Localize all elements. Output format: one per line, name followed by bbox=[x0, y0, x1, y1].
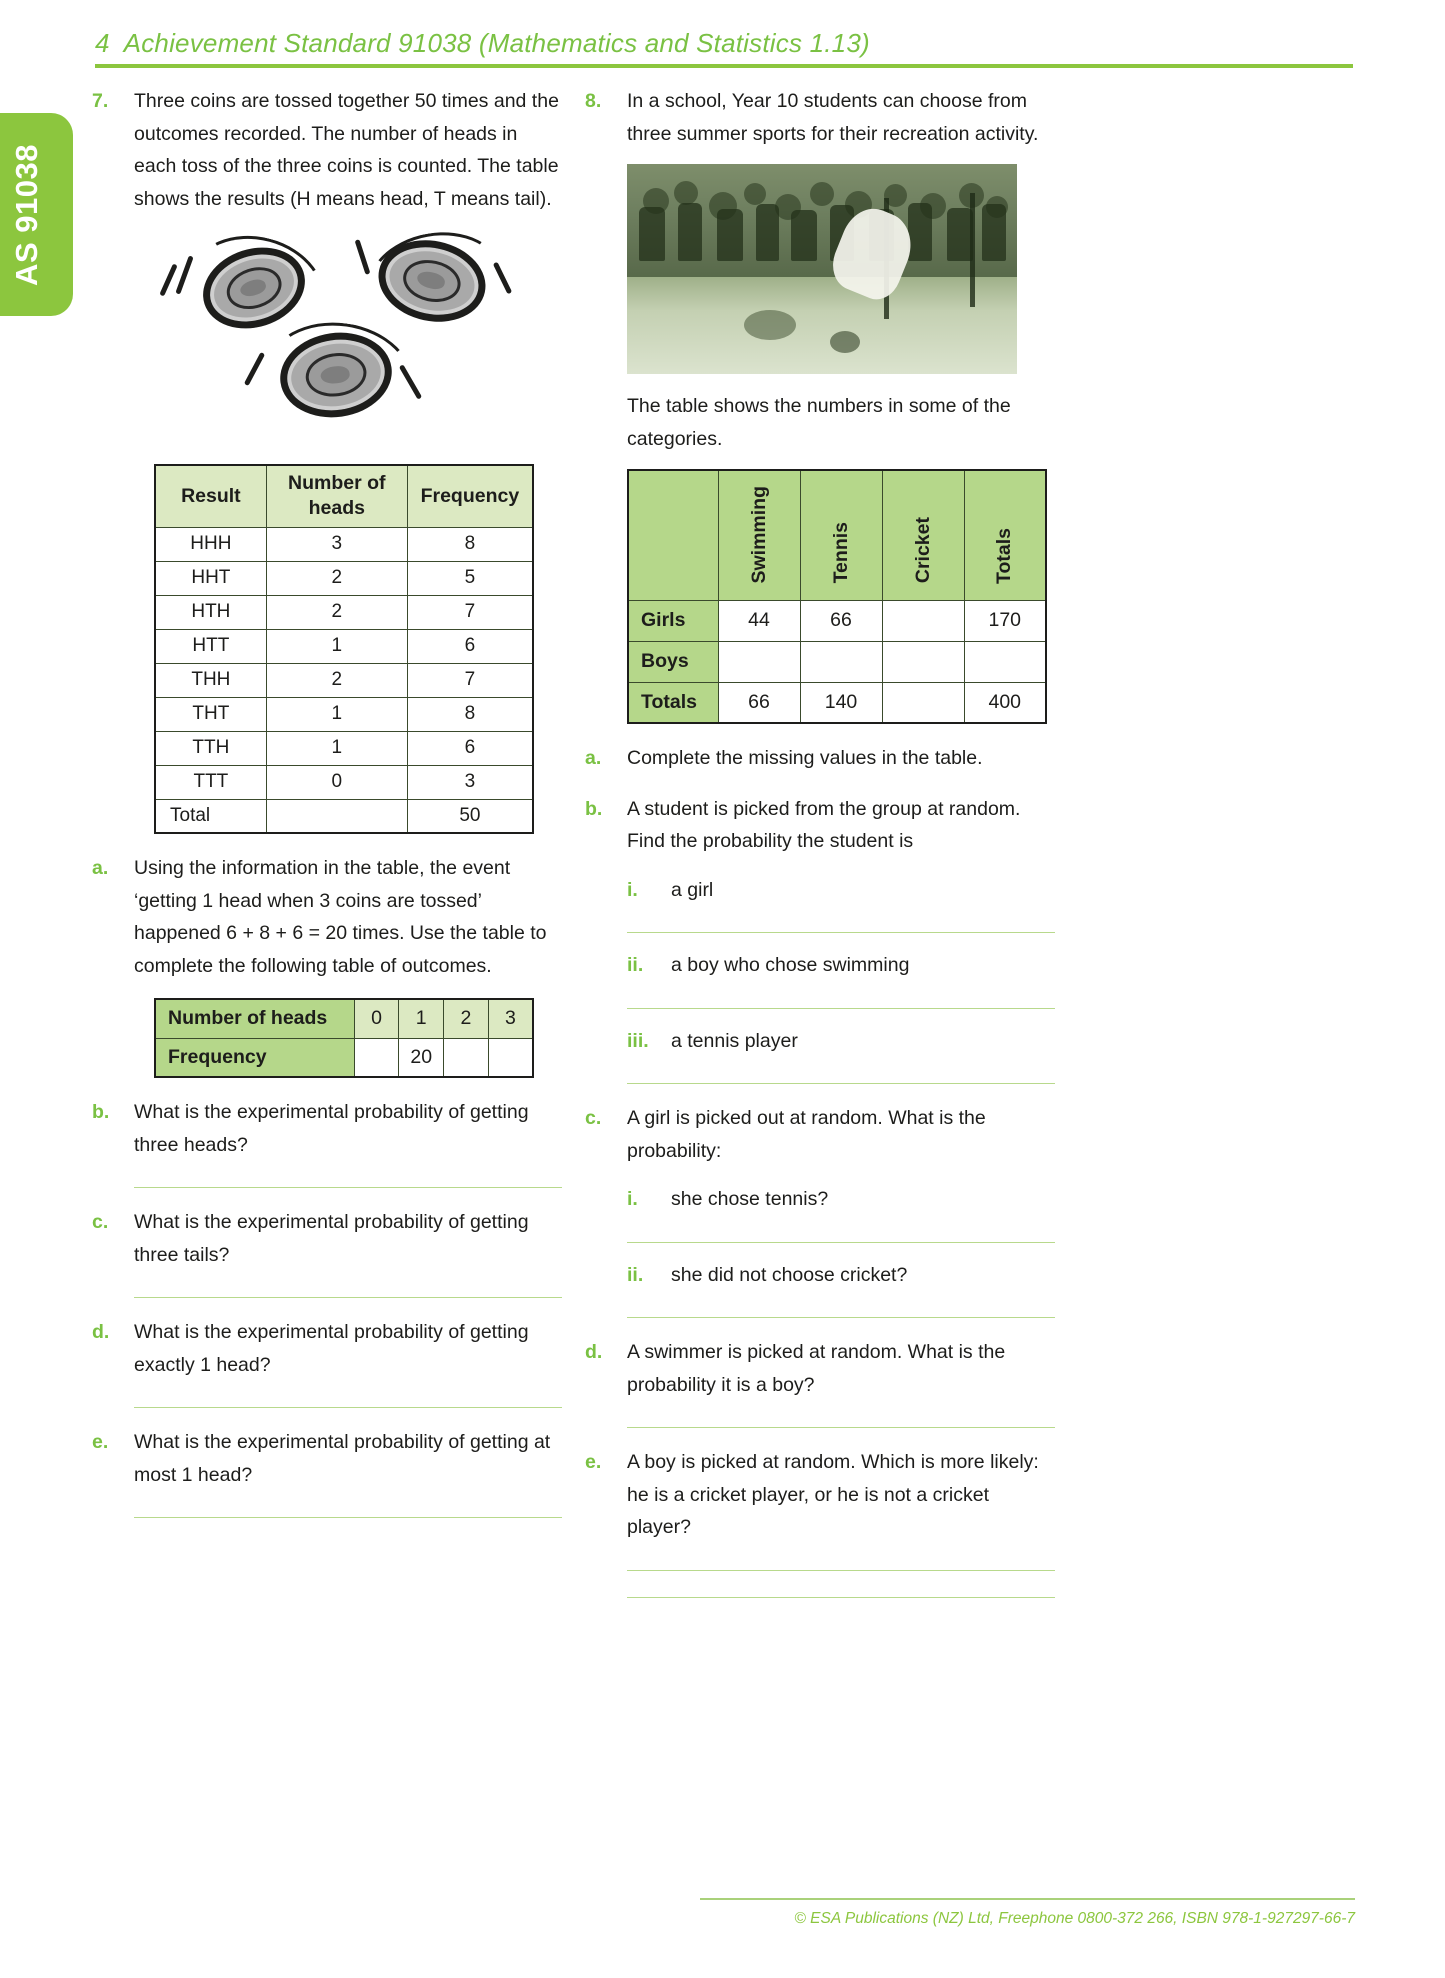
cell-result: HHT bbox=[155, 561, 266, 595]
part-text: Complete the missing values in the table. bbox=[627, 747, 983, 769]
question-7-part-b bbox=[92, 1096, 562, 1161]
question-8-part-d bbox=[585, 1336, 1055, 1401]
photo-crowd bbox=[627, 177, 1017, 286]
question-7-part-c bbox=[92, 1206, 562, 1271]
cell-totals-totals: 400 bbox=[964, 682, 1046, 723]
column-header-totals: Totals bbox=[964, 470, 1046, 600]
motion-line bbox=[244, 352, 265, 386]
page-number: 4 bbox=[95, 28, 110, 58]
subpart-text: she chose tennis? bbox=[671, 1188, 829, 1210]
outcomes-frequency-row bbox=[155, 1038, 533, 1077]
table-row bbox=[155, 527, 533, 561]
cell-total-heads[interactable] bbox=[266, 799, 407, 833]
page-header bbox=[95, 28, 1355, 59]
cell-frequency: 8 bbox=[407, 697, 533, 731]
table-row bbox=[155, 629, 533, 663]
part-label: e. bbox=[92, 1431, 109, 1453]
subpart-text: a boy who chose swimming bbox=[671, 954, 910, 976]
part-label: c. bbox=[92, 1211, 109, 1233]
answer-line[interactable] bbox=[627, 1597, 1055, 1598]
subpart-label: i. bbox=[627, 878, 638, 901]
table-row bbox=[155, 595, 533, 629]
question-8-part-b bbox=[585, 793, 1055, 858]
cell-frequency: 7 bbox=[407, 663, 533, 697]
question-7-column bbox=[92, 85, 562, 1518]
part-text: A student is picked from the group at random. Find the probability the student is bbox=[627, 797, 1021, 852]
outcomes-table bbox=[154, 998, 534, 1078]
table-row bbox=[155, 731, 533, 765]
question-8-part-b-ii bbox=[627, 949, 1055, 982]
question-8-table-intro: The table shows the numbers in some of the categories. bbox=[627, 395, 1011, 450]
cell-heads: 2 bbox=[266, 595, 407, 629]
table-row bbox=[155, 663, 533, 697]
cell-heads: 3 bbox=[266, 527, 407, 561]
answer-line[interactable] bbox=[627, 1083, 1055, 1084]
question-8-part-b-i bbox=[627, 874, 1055, 907]
outcomes-heads-row bbox=[155, 999, 533, 1038]
cell-boys-swimming[interactable] bbox=[718, 641, 800, 682]
answer-line[interactable] bbox=[134, 1297, 562, 1298]
table-row-girls bbox=[628, 600, 1046, 641]
cell-total-frequency: 50 bbox=[407, 799, 533, 833]
part-label: c. bbox=[585, 1107, 602, 1129]
answer-line[interactable] bbox=[627, 1008, 1055, 1009]
row-label-heads: Number of heads bbox=[155, 999, 354, 1038]
row-label-totals: Totals bbox=[628, 682, 718, 723]
part-text: Using the information in the table, the event ‘getting 1 head when 3 coins are tossed’ happened 6 + 8 + 6 = 20 times. Use the table to complete the following table of outcomes. bbox=[134, 857, 547, 977]
table-row bbox=[155, 765, 533, 799]
cell-girls-totals: 170 bbox=[964, 600, 1046, 641]
heads-value-2: 2 bbox=[444, 999, 489, 1038]
cell-boys-cricket[interactable] bbox=[882, 641, 964, 682]
coin-results-table bbox=[154, 464, 534, 834]
heads-value-1: 1 bbox=[399, 999, 444, 1038]
part-label: b. bbox=[585, 797, 603, 820]
column-header-result: Result bbox=[155, 465, 266, 527]
cell-frequency: 3 bbox=[407, 765, 533, 799]
frequency-value-2[interactable] bbox=[444, 1038, 489, 1077]
footer-divider bbox=[700, 1898, 1355, 1900]
frequency-value-0[interactable] bbox=[354, 1038, 399, 1077]
cell-total-label: Total bbox=[155, 799, 266, 833]
part-label: a. bbox=[92, 857, 109, 879]
photo-swimmer bbox=[830, 331, 860, 353]
answer-line[interactable] bbox=[627, 1570, 1055, 1571]
question-8-number: 8. bbox=[585, 90, 602, 112]
heads-value-3: 3 bbox=[488, 999, 533, 1038]
pool-photo bbox=[627, 164, 1017, 374]
question-8-part-e bbox=[585, 1446, 1055, 1544]
answer-line[interactable] bbox=[627, 1317, 1055, 1318]
part-label: d. bbox=[92, 1321, 110, 1343]
cell-heads: 0 bbox=[266, 765, 407, 799]
cell-frequency: 8 bbox=[407, 527, 533, 561]
frequency-value-1: 20 bbox=[399, 1038, 444, 1077]
question-7-part-a bbox=[92, 852, 562, 982]
cell-frequency: 7 bbox=[407, 595, 533, 629]
part-text: What is the experimental probability of getting three heads? bbox=[134, 1101, 529, 1156]
cell-result: THH bbox=[155, 663, 266, 697]
subpart-label: ii. bbox=[627, 1263, 644, 1286]
table-row-totals bbox=[628, 682, 1046, 723]
answer-line[interactable] bbox=[627, 1427, 1055, 1428]
cell-totals-swimming: 66 bbox=[718, 682, 800, 723]
sports-two-way-table bbox=[627, 469, 1047, 724]
cell-girls-tennis: 66 bbox=[800, 600, 882, 641]
column-header-frequency: Frequency bbox=[407, 465, 533, 527]
cell-totals-cricket[interactable] bbox=[882, 682, 964, 723]
side-tab-standard bbox=[0, 113, 73, 316]
cell-boys-totals[interactable] bbox=[964, 641, 1046, 682]
subpart-label: i. bbox=[627, 1188, 638, 1210]
part-label: e. bbox=[585, 1451, 602, 1473]
part-text: What is the experimental probability of getting at most 1 head? bbox=[134, 1431, 551, 1486]
row-label-frequency: Frequency bbox=[155, 1038, 354, 1077]
column-header-swimming: Swimming bbox=[718, 470, 800, 600]
corner-cell bbox=[628, 470, 718, 600]
part-text: What is the experimental probability of getting exactly 1 head? bbox=[134, 1321, 529, 1376]
photo-pole bbox=[970, 193, 975, 306]
part-text: A boy is picked at random. Which is more likely: he is a cricket player, or he is not a cricket player? bbox=[627, 1451, 1039, 1538]
table-row bbox=[155, 697, 533, 731]
question-8-stem: In a school, Year 10 students can choose from three summer sports for their recreation activity. bbox=[627, 90, 1039, 145]
cell-boys-tennis[interactable] bbox=[800, 641, 882, 682]
row-label-girls: Girls bbox=[628, 600, 718, 641]
question-7-part-d bbox=[92, 1316, 562, 1381]
cell-result: HTH bbox=[155, 595, 266, 629]
subpart-text: she did not choose cricket? bbox=[671, 1263, 908, 1286]
part-label: a. bbox=[585, 747, 602, 769]
cell-girls-swimming: 44 bbox=[718, 600, 800, 641]
question-8-part-b-iii bbox=[627, 1025, 1055, 1058]
part-text: What is the experimental probability of getting three tails? bbox=[134, 1211, 529, 1266]
question-8-part-c-i bbox=[627, 1183, 1055, 1216]
question-7-stem: Three coins are tossed together 50 times and the outcomes recorded. The number of heads in each toss of the three coins is counted. The table shows the results (H means head, T means tail). bbox=[134, 90, 559, 210]
table-row-total bbox=[155, 799, 533, 833]
table-row-boys bbox=[628, 641, 1046, 682]
answer-line[interactable] bbox=[627, 932, 1055, 933]
question-8-column bbox=[585, 85, 1055, 1598]
answer-line[interactable] bbox=[134, 1187, 562, 1188]
cell-result: HTT bbox=[155, 629, 266, 663]
page-title: Achievement Standard 91038 (Mathematics and Statistics 1.13) bbox=[123, 28, 870, 58]
question-7 bbox=[92, 85, 562, 215]
column-header-heads: Number of heads bbox=[266, 465, 407, 527]
cell-heads: 1 bbox=[266, 697, 407, 731]
cell-totals-tennis: 140 bbox=[800, 682, 882, 723]
cell-heads: 2 bbox=[266, 561, 407, 595]
question-8-part-a bbox=[585, 742, 1055, 775]
question-8 bbox=[585, 85, 1055, 150]
table-row bbox=[155, 561, 533, 595]
subpart-label: ii. bbox=[627, 954, 644, 976]
cell-heads: 1 bbox=[266, 731, 407, 765]
subpart-text: a girl bbox=[671, 878, 714, 901]
column-header-cricket: Cricket bbox=[882, 470, 964, 600]
part-text: A swimmer is picked at random. What is the probability it is a boy? bbox=[627, 1341, 1006, 1396]
photo-pool bbox=[627, 277, 1017, 374]
cell-result: TTH bbox=[155, 731, 266, 765]
heads-value-0: 0 bbox=[354, 999, 399, 1038]
cell-heads: 2 bbox=[266, 663, 407, 697]
cell-result: TTT bbox=[155, 765, 266, 799]
motion-arc bbox=[358, 222, 514, 349]
subpart-text: a tennis player bbox=[671, 1029, 798, 1052]
table-header-row bbox=[155, 465, 533, 527]
column-header-tennis: Tennis bbox=[800, 470, 882, 600]
table-header-row bbox=[628, 470, 1046, 600]
question-8-part-c bbox=[585, 1102, 1055, 1167]
cell-girls-cricket[interactable] bbox=[882, 600, 964, 641]
answer-line[interactable] bbox=[627, 1242, 1055, 1243]
footer-copyright: © ESA Publications (NZ) Ltd, Freephone 0800-372 266, ISBN 978-1-927297-66-7 bbox=[794, 1910, 1355, 1927]
cell-frequency: 6 bbox=[407, 731, 533, 765]
part-text: A girl is picked out at random. What is the probability: bbox=[627, 1107, 986, 1162]
question-8-part-c-ii bbox=[627, 1259, 1055, 1292]
motion-line bbox=[355, 239, 371, 275]
cell-result: THT bbox=[155, 697, 266, 731]
cell-frequency: 5 bbox=[407, 561, 533, 595]
subpart-label: iii. bbox=[627, 1029, 649, 1052]
cell-result: HHH bbox=[155, 527, 266, 561]
cell-heads: 1 bbox=[266, 629, 407, 663]
part-label: d. bbox=[585, 1341, 603, 1363]
answer-line[interactable] bbox=[134, 1407, 562, 1408]
part-label: b. bbox=[92, 1101, 110, 1123]
side-tab-label: AS 91038 bbox=[8, 143, 44, 286]
question-7-part-e bbox=[92, 1426, 562, 1491]
answer-line[interactable] bbox=[134, 1517, 562, 1518]
frequency-value-3[interactable] bbox=[488, 1038, 533, 1077]
row-label-boys: Boys bbox=[628, 641, 718, 682]
tossed-coins-illustration bbox=[152, 231, 532, 446]
header-divider bbox=[95, 64, 1353, 68]
cell-frequency: 6 bbox=[407, 629, 533, 663]
question-7-number: 7. bbox=[92, 90, 109, 112]
